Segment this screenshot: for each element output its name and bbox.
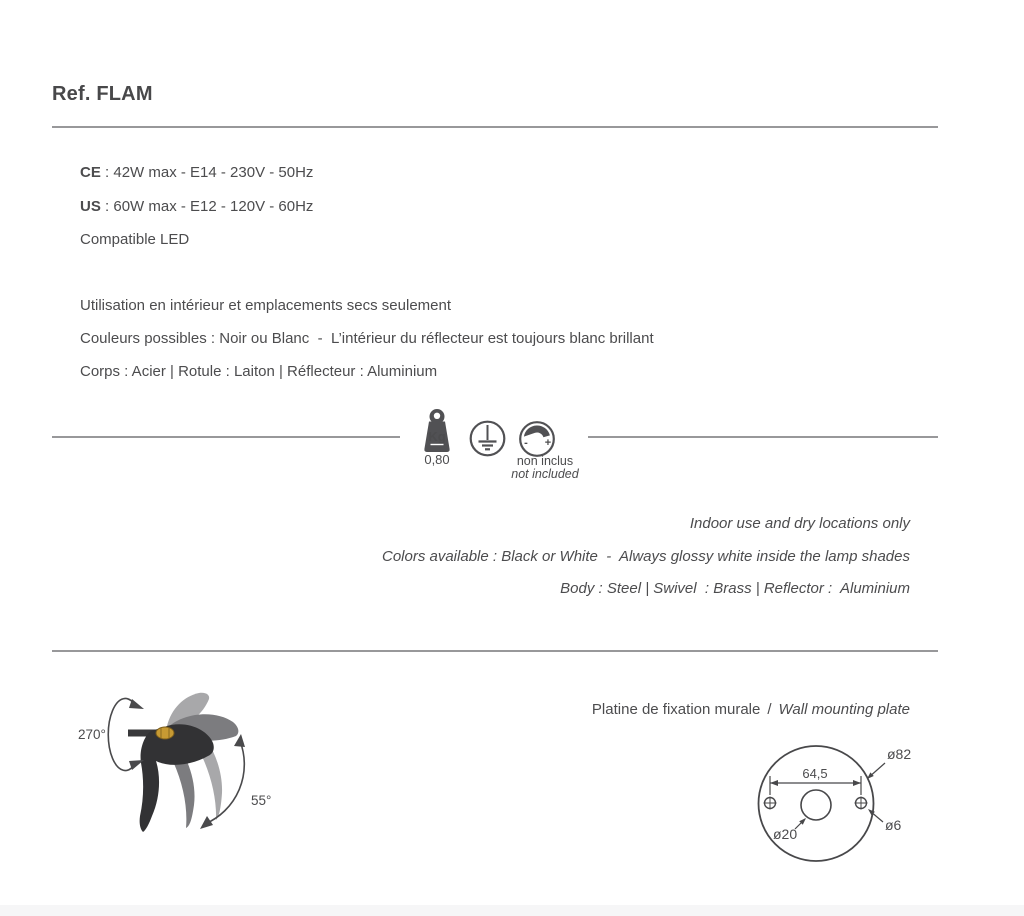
divider-bottom	[52, 650, 938, 652]
lamp-drawing	[128, 693, 238, 832]
spec-us-label: US	[80, 198, 101, 215]
caption-separator: /	[767, 701, 772, 718]
plate-hole-spacing-label: 64,5	[802, 766, 828, 781]
weight-unit-label: Kg	[428, 429, 446, 444]
spec-us-value: : 60W max - E12 - 120V - 60Hz	[100, 198, 314, 215]
page-title: Ref. FLAM	[52, 83, 153, 105]
weight-icon	[420, 408, 454, 454]
spec-line-us	[80, 198, 313, 216]
weight-value: 0,80	[424, 452, 450, 467]
dimmer-not-included-en: not included	[511, 467, 579, 481]
angle-270-label: 270°	[78, 727, 106, 742]
dimmer-minus-label: -	[524, 437, 528, 449]
details-en-colors: Colors available : Black or White - Always glossy white inside the lamp shades	[381, 548, 910, 565]
plate-screw-hole-right	[855, 797, 868, 810]
spec-ce-value: : 42W max - E14 - 230V - 50Hz	[100, 164, 314, 181]
lamp-rotation-diagram	[50, 683, 290, 853]
dimmer-not-included-fr: non inclus	[516, 454, 574, 468]
mounting-plate-diagram	[735, 732, 940, 872]
angle-55-label: 55°	[251, 793, 272, 808]
spec-ce-label: CE	[80, 164, 101, 181]
plate-center-diameter-label: ø20	[773, 826, 798, 842]
page-edge-shadow	[0, 905, 1024, 916]
brass-swivel	[156, 727, 174, 739]
spec-line-led: Compatible LED	[80, 231, 190, 248]
caption-fr: Platine de fixation murale	[591, 701, 761, 718]
dimmer-plus-label: +	[544, 437, 552, 449]
plate-outer-diameter-label: ø82	[887, 746, 912, 762]
plate-center-hole	[801, 790, 831, 820]
plate-screw-diameter-label: ø6	[885, 817, 902, 833]
details-fr-colors: Couleurs possibles : Noir ou Blanc - L’intérieur du réflecteur est toujours blanc brillant	[80, 330, 654, 347]
details-fr-usage: Utilisation en intérieur et emplacements secs seulement	[80, 297, 452, 314]
details-en-materials: Body : Steel | Swivel : Brass | Reflector : Aluminium	[560, 580, 910, 597]
dimmer-icon	[518, 420, 556, 458]
divider-top	[52, 126, 938, 128]
grounding-icon	[469, 420, 506, 457]
divider-icons-left	[52, 436, 400, 438]
spec-line-ce	[80, 164, 313, 182]
plate-screw-hole-left	[764, 797, 777, 810]
details-fr-materials: Corps : Acier | Rotule : Laiton | Réflecteur : Aluminium	[80, 363, 438, 380]
caption-en: Wall mounting plate	[778, 701, 910, 718]
divider-icons-right	[588, 436, 938, 438]
details-en-usage: Indoor use and dry locations only	[689, 515, 910, 532]
mounting-plate-caption	[592, 701, 910, 718]
